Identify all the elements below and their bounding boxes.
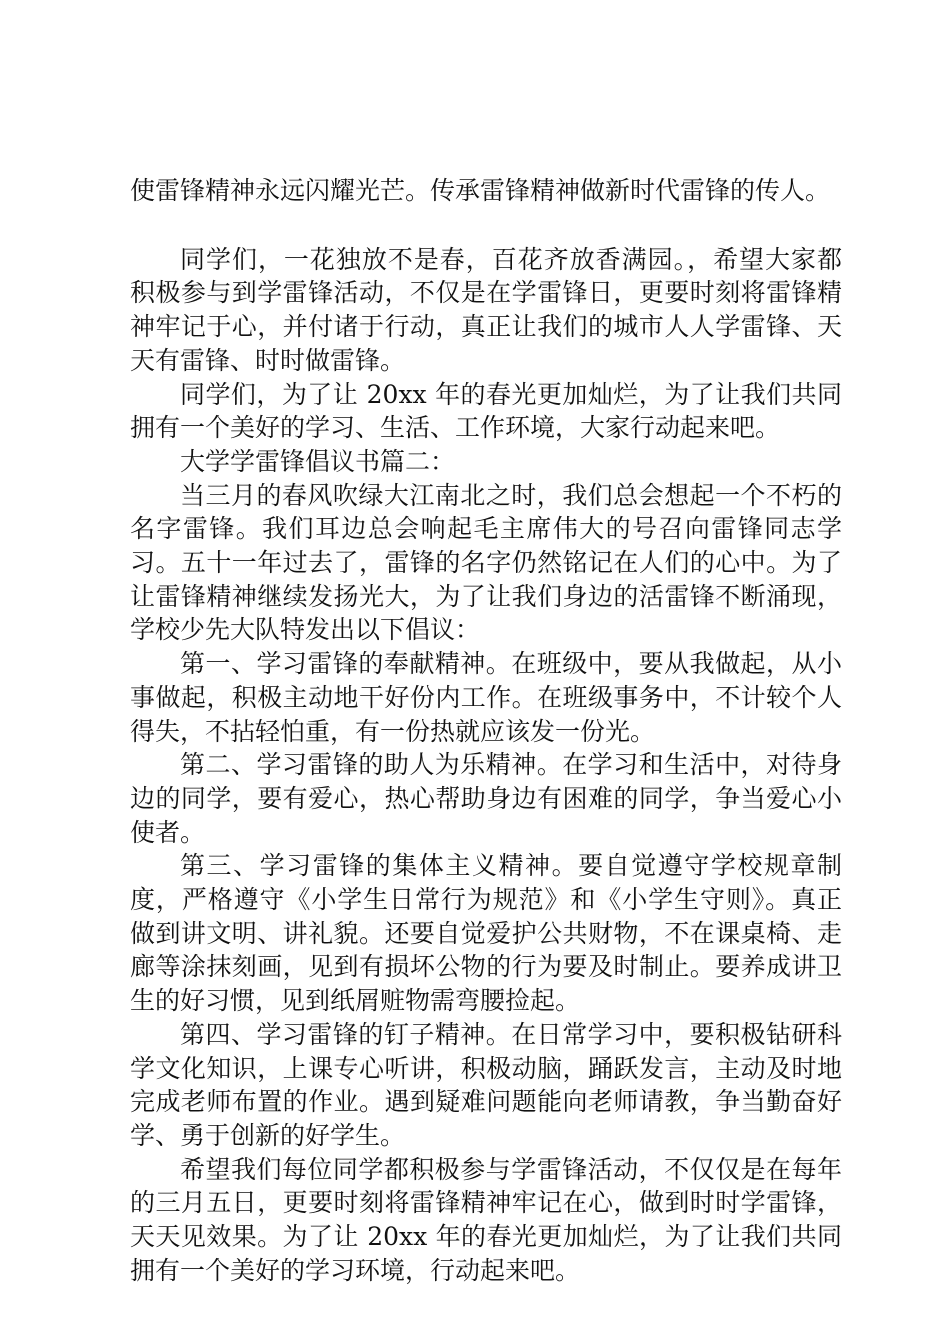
paragraph-appeal: 同学们，一花独放不是春，百花齐放香满园。，希望大家都积极参与到学雷锋活动，不仅是在学雷锋日，更要时刻将雷锋精神牢记于心，并付诸于行动，真正让我们的城市人人学雷锋、天天有雷锋、时时做雷锋。 bbox=[130, 244, 842, 375]
paragraph-point-3: 第三、学习雷锋的集体主义精神。要自觉遵守学校规章制度，严格遵守《小学生日常行为规范》和《小学生守则》。真正做到讲文明、讲礼貌。还要自觉爱护公共财物，不在课桌椅、走廊等涂抹刻画，见到有损坏公物的行为要及时制止。要养成讲卫生的好习惯，见到纸屑赃物需弯腰捡起。 bbox=[130, 851, 842, 1016]
paragraph-intro: 当三月的春风吹绿大江南北之时，我们总会想起一个不朽的名字雷锋。我们耳边总会响起毛主席伟大的号召向雷锋同志学习。五十一年过去了，雷锋的名字仍然铭记在人们的心中。为了让雷锋精神继续发扬光大，为了让我们身边的活雷锋不断涌现，学校少先大队特发出以下倡议： bbox=[130, 480, 842, 645]
paragraph-point-2: 第二、学习雷锋的助人为乐精神。在学习和生活中，对待身边的同学，要有爱心，热心帮助身边有困难的同学，争当爱心小使者。 bbox=[130, 750, 842, 847]
paragraph-point-1: 第一、学习雷锋的奉献精神。在班级中，要从我做起，从小事做起，积极主动地干好份内工作。在班级事务中，不计较个人得失，不拈轻怕重，有一份热就应该发一份光。 bbox=[130, 649, 842, 746]
paragraph-spring-call: 同学们，为了让 20xx 年的春光更加灿烂，为了让我们共同拥有一个美好的学习、生活、工作环境，大家行动起来吧。 bbox=[130, 379, 842, 443]
paragraph-closing: 希望我们每位同学都积极参与学雷锋活动，不仅仅是在每年的三月五日，更要时刻将雷锋精神牢记在心，做到时时学雷锋，天天见效果。为了让 20xx 年的春光更加灿烂，为了让我们共同拥有一个美好的学习环境，行动起来吧。 bbox=[130, 1154, 842, 1285]
section-heading: 大学学雷锋倡议书篇二： bbox=[180, 446, 456, 476]
paragraph-point-4: 第四、学习雷锋的钉子精神。在日常学习中，要积极钻研科学文化知识，上课专心听讲，积极动脑，踊跃发言，主动及时地完成老师布置的作业。遇到疑难问题能向老师请教，争当勤奋好学、勇于创新的好学生。 bbox=[130, 1019, 842, 1150]
document-body bbox=[130, 174, 842, 1288]
paragraph-continuation: 使雷锋精神永远闪耀光芒。传承雷锋精神做新时代雷锋的传人。 bbox=[130, 176, 831, 205]
